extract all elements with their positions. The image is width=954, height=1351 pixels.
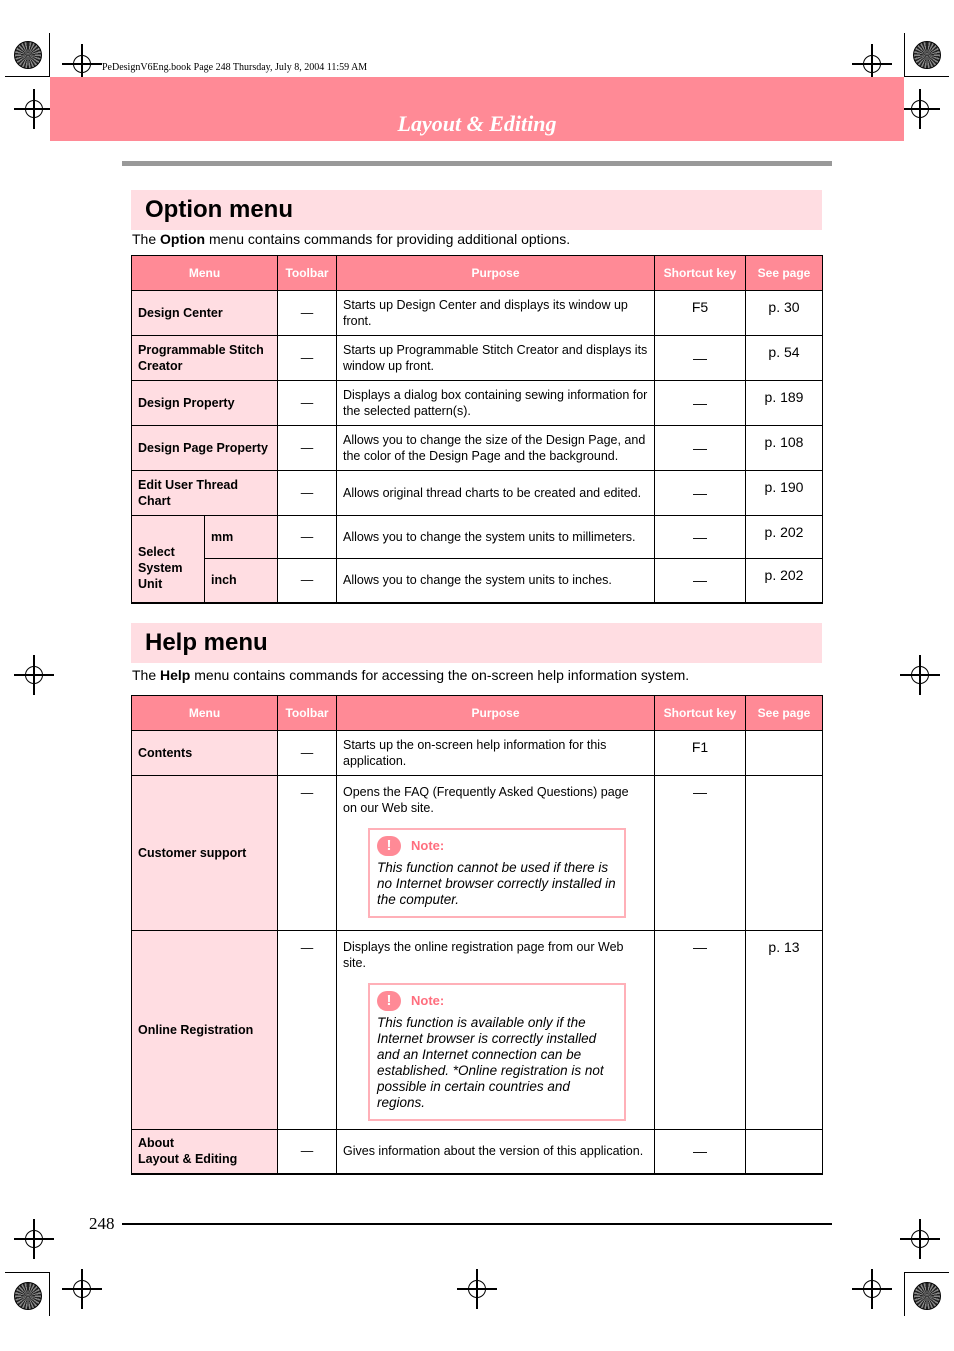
toolbar-cell: — — [278, 516, 337, 559]
book-info: PeDesignV6Eng.book Page 248 Thursday, July 8, 2004 11:59 AM — [102, 62, 368, 73]
table-row — [132, 336, 823, 381]
page-ref-cell: p. 54 — [746, 336, 823, 381]
shortcut-cell: — — [655, 471, 746, 516]
crop-mark — [49, 1272, 50, 1316]
crop-mark — [905, 1272, 949, 1273]
purpose-cell: Allows you to change the system units to millimeters. — [337, 516, 655, 559]
purpose-cell: Starts up the on-screen help information for this application. — [337, 731, 655, 776]
crop-mark — [904, 1272, 905, 1316]
menu-item-cell: Edit User Thread Chart — [132, 471, 278, 516]
shortcut-cell: — — [655, 559, 746, 603]
submenu-item-cell: mm — [205, 516, 278, 559]
page-ref-cell — [746, 776, 823, 931]
shortcut-cell: — — [655, 931, 746, 1130]
column-header: Purpose — [337, 696, 655, 731]
menu-item-cell: Contents — [132, 731, 278, 776]
page-ref-cell — [746, 1130, 823, 1174]
shortcut-cell: — — [655, 336, 746, 381]
purpose-cell: Allows original thread charts to be created and edited. — [337, 471, 655, 516]
crop-mark — [905, 76, 949, 77]
toolbar-cell: — — [278, 731, 337, 776]
page-ref-cell: p. 13 — [746, 931, 823, 1130]
crosshair-icon — [25, 666, 43, 684]
purpose-cell: Displays a dialog box containing sewing information for the selected pattern(s). — [337, 381, 655, 426]
column-header: Shortcut key — [655, 696, 746, 731]
crosshair-icon — [73, 55, 91, 73]
purpose-cell — [337, 776, 655, 931]
crosshair-icon — [73, 1280, 91, 1298]
help-intro: The Help menu contains commands for accessing the on-screen help information system. — [132, 667, 690, 683]
table-row — [132, 516, 823, 559]
option-menu-table — [131, 255, 823, 604]
toolbar-cell: — — [278, 426, 337, 471]
menu-item-cell: About Layout & Editing — [132, 1130, 278, 1174]
purpose-cell: Starts up Design Center and displays its window up front. — [337, 291, 655, 336]
option-section-bar — [131, 190, 822, 230]
note-box — [368, 983, 626, 1121]
submenu-item-cell: inch — [205, 559, 278, 603]
shortcut-cell: F1 — [655, 731, 746, 776]
registration-disc-icon — [913, 1282, 941, 1310]
registration-disc-icon — [14, 41, 42, 69]
page-ref-cell: p. 108 — [746, 426, 823, 471]
footer-rule — [122, 1223, 832, 1225]
table-row — [132, 426, 823, 471]
header-band — [50, 77, 904, 141]
registration-disc-icon — [913, 41, 941, 69]
table-row — [132, 471, 823, 516]
note-header — [377, 991, 616, 1011]
toolbar-cell: — — [278, 471, 337, 516]
table-row — [132, 381, 823, 426]
crosshair-icon — [863, 1280, 881, 1298]
toolbar-cell: — — [278, 1130, 337, 1174]
menu-item-cell: Design Center — [132, 291, 278, 336]
shortcut-cell: — — [655, 776, 746, 931]
purpose-cell: Gives information about the version of this application. — [337, 1130, 655, 1174]
purpose-cell: Starts up Programmable Stitch Creator and displays its window up front. — [337, 336, 655, 381]
help-section-bar — [131, 623, 822, 663]
column-header: See page — [746, 696, 823, 731]
purpose-cell: Allows you to change the size of the Design Page, and the color of the Design Page and the background. — [337, 426, 655, 471]
shortcut-cell: — — [655, 1130, 746, 1174]
note-label: Note: — [411, 993, 445, 1008]
shortcut-cell: — — [655, 516, 746, 559]
option-intro: The Option menu contains commands for providing additional options. — [132, 231, 571, 247]
page-ref-cell: p. 189 — [746, 381, 823, 426]
column-header: Purpose — [337, 256, 655, 291]
exclamation-icon: ! — [377, 991, 401, 1011]
column-header: Shortcut key — [655, 256, 746, 291]
crosshair-icon — [911, 1230, 929, 1248]
crosshair-icon — [468, 1280, 486, 1298]
shortcut-cell: — — [655, 426, 746, 471]
help-menu-table — [131, 695, 823, 1175]
purpose-text: Displays the online registration page from our Web site. — [343, 940, 624, 970]
table-row — [132, 291, 823, 336]
menu-item-cell: Online Registration — [132, 931, 278, 1130]
toolbar-cell: — — [278, 559, 337, 603]
table-row — [132, 931, 823, 1130]
crosshair-icon — [863, 55, 881, 73]
header-rule — [122, 161, 832, 166]
menu-item-cell: Programmable Stitch Creator — [132, 336, 278, 381]
registration-disc-icon — [14, 1282, 42, 1310]
exclamation-icon: ! — [377, 836, 401, 856]
purpose-cell: Allows you to change the system units to inches. — [337, 559, 655, 603]
crosshair-icon — [911, 100, 929, 118]
column-header: See page — [746, 256, 823, 291]
shortcut-cell: — — [655, 381, 746, 426]
note-text: This function is available only if the Internet browser is correctly installed and an Internet connection can be established. *Online registration is not possible in certain countries and regions. — [377, 1015, 604, 1110]
crosshair-icon — [911, 666, 929, 684]
page-ref-cell: p. 190 — [746, 471, 823, 516]
column-header: Toolbar — [278, 256, 337, 291]
table-row — [132, 776, 823, 931]
toolbar-cell: — — [278, 381, 337, 426]
page-ref-cell: p. 202 — [746, 516, 823, 559]
table-header-row — [132, 696, 823, 731]
table-row — [132, 1130, 823, 1174]
header-title: Layout & Editing — [397, 111, 557, 136]
purpose-text: Opens the FAQ (Frequently Asked Questions) page on our Web site. — [343, 785, 629, 815]
crop-mark — [49, 33, 50, 77]
column-header: Menu — [132, 256, 278, 291]
toolbar-cell: — — [278, 931, 337, 1130]
note-box — [368, 828, 626, 918]
crosshair-icon — [25, 100, 43, 118]
page-ref-cell — [746, 731, 823, 776]
column-header: Menu — [132, 696, 278, 731]
section-title: Help menu — [145, 629, 268, 656]
table-row — [132, 559, 823, 603]
shortcut-cell: F5 — [655, 291, 746, 336]
page-ref-cell: p. 202 — [746, 559, 823, 603]
table-row — [132, 731, 823, 776]
crop-mark — [904, 33, 905, 77]
section-title: Option menu — [145, 196, 293, 223]
table-header-row — [132, 256, 823, 291]
menu-item-cell: Design Page Property — [132, 426, 278, 471]
note-header — [377, 836, 616, 856]
note-text: This function cannot be used if there is no Internet browser correctly installed in the computer. — [377, 860, 616, 907]
column-header: Toolbar — [278, 696, 337, 731]
crosshair-icon — [25, 1230, 43, 1248]
menu-item-cell: Customer support — [132, 776, 278, 931]
toolbar-cell: — — [278, 291, 337, 336]
menu-item-cell: Select System Unit — [132, 516, 205, 603]
page-number: 248 — [89, 1214, 115, 1233]
purpose-cell — [337, 931, 655, 1130]
crop-mark — [5, 1272, 49, 1273]
menu-item-cell: Design Property — [132, 381, 278, 426]
crop-mark — [5, 76, 49, 77]
note-label: Note: — [411, 838, 445, 853]
page-ref-cell: p. 30 — [746, 291, 823, 336]
toolbar-cell: — — [278, 776, 337, 931]
toolbar-cell: — — [278, 336, 337, 381]
